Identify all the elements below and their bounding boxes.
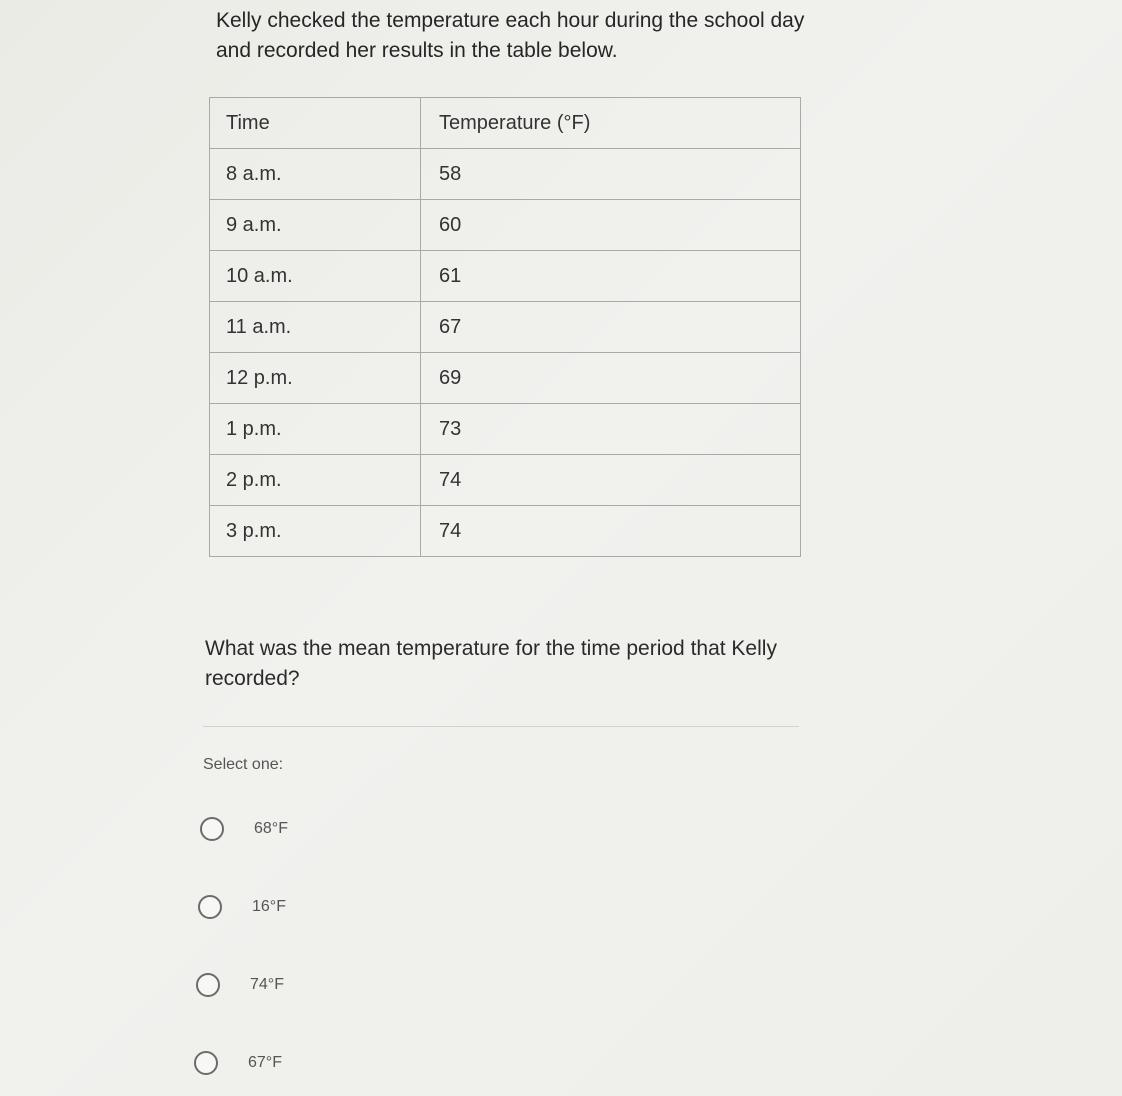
temperature-cell: 69 <box>421 353 801 404</box>
answer-option-68[interactable] <box>200 817 288 841</box>
temperature-cell: 73 <box>421 404 801 455</box>
radio-button[interactable] <box>196 973 220 997</box>
answer-option-label: 16°F <box>252 898 286 915</box>
question-prompt: What was the mean temperature for the time period that Kelly recorded? <box>205 637 777 690</box>
table-row <box>210 200 801 251</box>
time-cell: 11 a.m. <box>210 302 421 353</box>
time-cell: 10 a.m. <box>210 251 421 302</box>
table-row <box>210 506 801 557</box>
answer-option-67[interactable] <box>194 1051 282 1075</box>
temperature-cell: 67 <box>421 302 801 353</box>
time-cell: 9 a.m. <box>210 200 421 251</box>
answer-option-label: 67°F <box>248 1054 282 1071</box>
time-cell: 1 p.m. <box>210 404 421 455</box>
time-cell: 2 p.m. <box>210 455 421 506</box>
answer-option-label: 74°F <box>250 976 284 993</box>
radio-button[interactable] <box>200 817 224 841</box>
temperature-cell: 74 <box>421 506 801 557</box>
temperature-cell: 60 <box>421 200 801 251</box>
select-one-label: Select one: <box>203 756 284 773</box>
table-row <box>210 302 801 353</box>
column-header-temperature: Temperature (°F) <box>421 98 801 149</box>
table-row <box>210 404 801 455</box>
answer-option-label: 68°F <box>254 820 288 837</box>
answer-option-74[interactable] <box>196 973 284 997</box>
table-row <box>210 455 801 506</box>
temperature-cell: 58 <box>421 149 801 200</box>
answer-option-16[interactable] <box>198 895 286 919</box>
time-cell: 3 p.m. <box>210 506 421 557</box>
time-cell: 12 p.m. <box>210 353 421 404</box>
temperature-table <box>209 97 801 557</box>
column-header-time: Time <box>210 98 421 149</box>
radio-button[interactable] <box>194 1051 218 1075</box>
table-row <box>210 149 801 200</box>
table-row <box>210 353 801 404</box>
time-cell: 8 a.m. <box>210 149 421 200</box>
divider <box>203 726 799 727</box>
temperature-cell: 61 <box>421 251 801 302</box>
question-intro: Kelly checked the temperature each hour during the school day and recorded her results in the table below. <box>216 9 805 62</box>
table-header-row <box>210 98 801 149</box>
table-row <box>210 251 801 302</box>
temperature-cell: 74 <box>421 455 801 506</box>
radio-button[interactable] <box>198 895 222 919</box>
